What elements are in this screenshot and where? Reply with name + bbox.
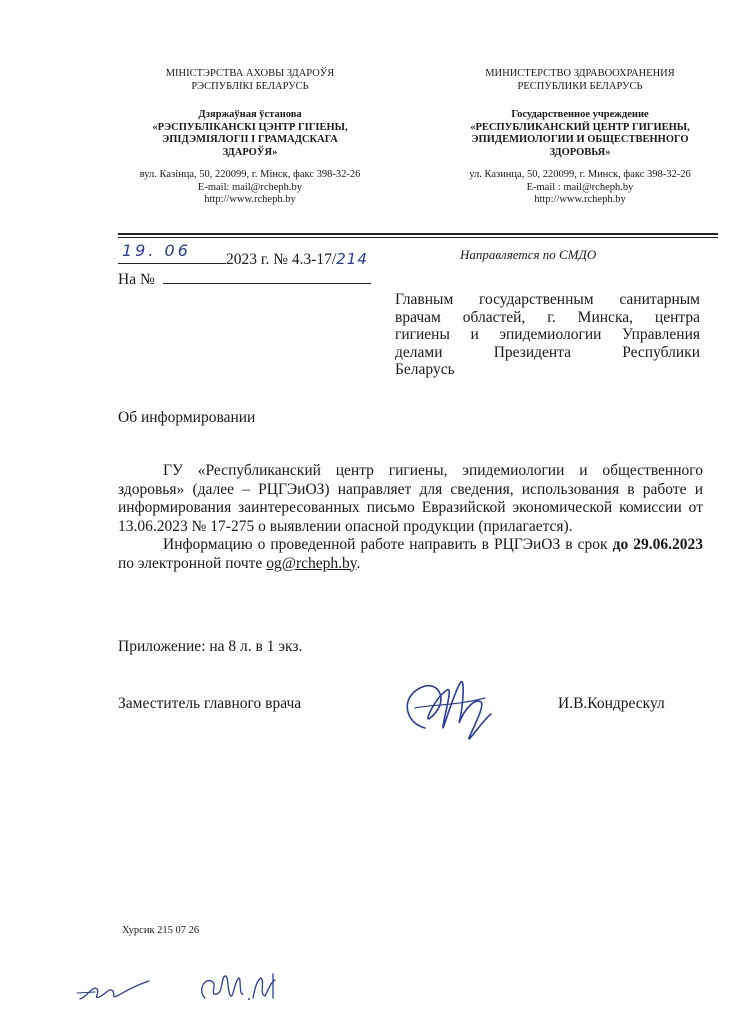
reference-line <box>118 241 718 268</box>
handwritten-date: 19. 06 <box>122 241 191 260</box>
contact-email-link[interactable]: og@rcheph.by <box>266 554 357 572</box>
org-email: E-mail : mail@rcheph.by <box>526 181 634 193</box>
letter-subject: Об информировании <box>118 409 256 426</box>
reply-to-line <box>118 267 418 290</box>
org-name-line: ЭПИДЕМИОЛОГИИ И ОБЩЕСТВЕННОГО <box>471 134 689 145</box>
addressee-block <box>395 291 700 379</box>
org-website: http://www.rcheph.by <box>204 194 296 205</box>
org-type: Государственное учреждение <box>511 109 649 120</box>
header-divider <box>118 233 718 235</box>
attachment-note: Приложение: на 8 л. в 1 экз. <box>118 638 303 655</box>
org-name-line: ЗДАРОЎЯ» <box>222 146 278 158</box>
handwritten-number: 214 <box>336 250 368 268</box>
org-address: ул. Казинца, 50, 220099, г. Минск, факс 398-32-26 <box>469 169 691 180</box>
addressee-line: гигиены и эпидемиологии Управления <box>395 326 700 343</box>
handwritten-initials-icon <box>195 968 290 1008</box>
reply-to-label: На № <box>118 271 155 288</box>
org-name-line: ЭПІДЭМІЯЛОГІІ І ГРАМАДСКАГА <box>162 134 338 145</box>
executor-note: Хурсик 215 07 26 <box>122 925 200 936</box>
body-paragraph: ГУ «Республиканский центр гигиены, эпидемиологии и общественного здоровья» (далее – РЦГЭиОЗ) направляет для сведения, использования в работе и информирования заинтересованных письмо Евразийской экономической комиссии от 13.06.2023 № 17-275 о выявлении опасной продукции (прилагается). <box>118 462 703 535</box>
org-type: Дзяржаўная ўстанова <box>198 109 302 120</box>
org-name-line: «РЕСПУБЛИКАНСКИЙ ЦЕНТР ГИГИЕНЫ, <box>470 121 690 133</box>
addressee-line: врачам областей, г. Минска, центра <box>395 308 700 326</box>
addressee-line: делами Президента Республики <box>395 343 700 361</box>
signatory-name: И.В.Кондрескул <box>558 695 665 712</box>
header-right-russian <box>430 68 730 207</box>
org-website: http://www.rcheph.by <box>534 194 626 205</box>
addressee-line: Беларусь <box>395 361 455 378</box>
signature-icon <box>395 668 505 748</box>
org-address: вул. Казінца, 50, 220099, г. Мінск, факс 398-32-26 <box>139 169 361 180</box>
signatory-position: Заместитель главного врача <box>118 695 302 712</box>
reply-to-blank <box>163 267 371 284</box>
deadline-date: до 29.06.2023 <box>612 536 703 553</box>
paragraph-text: по электронной почте <box>118 554 267 572</box>
header-divider-thin <box>118 237 718 238</box>
org-name-line: «РЭСПУБЛІКАНСКІ ЦЭНТР ГІГІЕНЫ, <box>152 121 348 133</box>
handwritten-mark-icon <box>75 975 155 1005</box>
paragraph-text: Информацию о проведенной работе направить в РЦГЭиОЗ в срок <box>163 536 613 553</box>
ministry-line: РЭСПУБЛІКІ БЕЛАРУСЬ <box>191 80 309 92</box>
date-blank <box>118 241 226 264</box>
ministry-line: РЕСПУБЛИКИ БЕЛАРУСЬ <box>517 80 643 92</box>
year-number: 2023 г. № 4.3-17/ <box>226 251 337 268</box>
header-left-belarusian <box>100 68 400 207</box>
body-paragraph <box>118 536 703 573</box>
delivery-note: Направляется по СМДО <box>460 247 597 262</box>
ministry-line: МИНИСТЕРСТВО ЗДРАВООХРАНЕНИЯ <box>485 68 675 79</box>
letter-body <box>118 462 703 573</box>
org-email: E-mail: mail@rcheph.by <box>197 181 303 193</box>
paragraph-text: . <box>356 554 361 572</box>
org-name-line: ЗДОРОВЬЯ» <box>549 146 611 158</box>
addressee-line: Главным государственным санитарным <box>395 291 700 308</box>
ministry-line: МІНІСТЭРСТВА АХОВЫ ЗДАРОЎЯ <box>165 68 335 79</box>
